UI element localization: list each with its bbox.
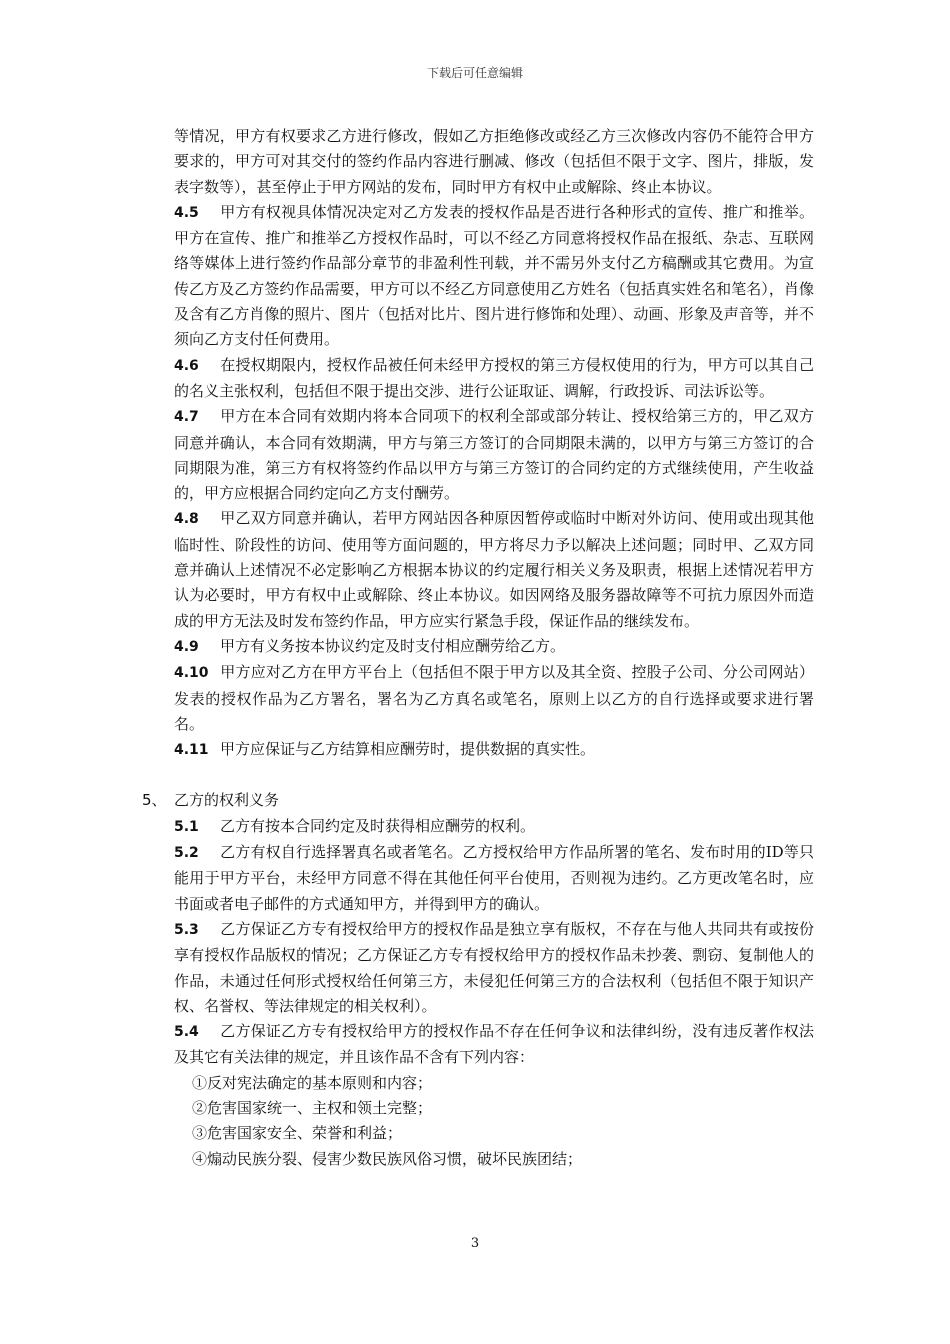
clause-text: 乙方保证乙方专有授权给甲方的授权作品不存在任何争议和法律纠纷，没有违反著作权法及其它有关法律的规定，并且该作品不含有下列内容： (174, 1022, 814, 1067)
clause-4-6 (174, 353, 814, 405)
clause-number: 5.3 (174, 921, 199, 938)
clause-number: 4.9 (174, 638, 199, 655)
clause-text: 乙方有按本合同约定及时获得相应酬劳的权利。 (220, 816, 536, 835)
clause-5-3 (174, 917, 814, 1019)
document-body (142, 124, 814, 1172)
clause-text: 甲方有义务按本协议约定及时支付相应酬劳给乙方。 (220, 636, 566, 655)
clause-4-8 (174, 506, 814, 633)
clause-5-1 (174, 814, 814, 840)
section-number: 5、 (142, 791, 167, 810)
clause-number: 4.6 (174, 357, 199, 374)
clause-5-4 (174, 1019, 814, 1071)
clause-4-7 (174, 404, 814, 506)
spacer (174, 763, 814, 788)
clause-text: 乙方有权自行选择署真名或者笔名。乙方授权给甲方作品所署的笔名、发布时用的ID等只能用于甲方平台，未经甲方同意不得在其他任何平台使用，否则视为违约。乙方更改笔名时，应书面或者电子邮件的方式通知甲方，并得到甲方的确认。 (174, 843, 814, 913)
clause-number: 4.11 (174, 742, 209, 759)
clause-5-2 (174, 840, 814, 917)
clause-text: 甲方有权视具体情况决定对乙方发表的授权作品是否进行各种形式的宣传、推广和推举。甲方在宣传、推广和推举乙方授权作品时，可以不经乙方同意将授权作品在报纸、杂志、互联网络等媒体上进行签约作品部分章节的非盈利性刊载，并不需另外支付乙方稿酬或其它费用。为宣传乙方及乙方签约作品需要，甲方可以不经乙方同意使用乙方姓名（包括真实姓名和笔名），肖像及含有乙方肖像的照片、图片（包括对比片、图片进行修饰和处理）、动画、形象及声音等，并不须向乙方支付任何费用。 (174, 202, 814, 349)
page-number: 3 (470, 1236, 480, 1251)
clause-text: 甲方应保证与乙方结算相应酬劳时，提供数据的真实性。 (220, 740, 596, 759)
clause-number: 5.2 (174, 845, 199, 862)
clause-text: 甲方应对乙方在甲方平台上（包括但不限于甲方以及其全资、控股子公司、分公司网站）发表的授权作品为乙方署名，署名为乙方真名或笔名，原则上以乙方的自行选择或要求进行署名。 (174, 663, 814, 733)
list-item: ③危害国家安全、荣誉和利益； (192, 1124, 403, 1143)
list-item: ①反对宪法确定的基本原则和内容； (192, 1073, 433, 1092)
section-5-heading (142, 788, 814, 813)
clause-4-10 (174, 660, 814, 737)
clause-text: 甲乙双方同意并确认，若甲方网站因各种原因暂停或临时中断对外访问、使用或出现其他临时性、阶段性的访问、使用等方面问题的，甲方将尽力予以解决上述问题；同时甲、乙双方同意并确认上述情况不必定影响乙方根据本协议的约定履行相关义务及职责，根据上述情况若甲方认为必要时，甲方有权中止或解除、终止本协议。如因网络及服务器故障等不可抗力原因外而造成的甲方无法及时发布签约作品，甲方应实行紧急手段，保证作品的继续发布。 (174, 509, 814, 630)
clause-4-11 (174, 737, 814, 763)
clause-number: 4.8 (174, 511, 199, 528)
clause-number: 4.7 (174, 409, 199, 426)
list-item: ④煽动民族分裂、侵害少数民族风俗习惯，破坏民族团结； (192, 1149, 583, 1168)
clause-4-5 (174, 200, 814, 353)
clause-4-9 (174, 634, 814, 660)
clause-number: 5.4 (174, 1024, 199, 1041)
clause-text: 甲方在本合同有效期内将本合同项下的权利全部或部分转让、授权给第三方的，甲乙双方同意并确认，本合同有效期满，甲方与第三方签订的合同期限未满的，以甲方与第三方签订的合同期限为准，第三方有权将签约作品以甲方与第三方签订的合同约定的方式继续使用，产生收益的，甲方应根据合同约定向乙方支付酬劳。 (174, 407, 814, 503)
page-header: 下载后可任意编辑 (426, 66, 523, 80)
clause-number: 4.5 (174, 204, 199, 221)
list-item: ②危害国家统一、主权和领土完整； (192, 1098, 433, 1117)
clause-text: 乙方保证乙方专有授权给甲方的授权作品是独立享有版权，不存在与他人共同共有或按份享有授权作品版权的情况；乙方保证乙方专有授权给甲方的授权作品未抄袭、剽窃、复制他人的作品，未通过任何形式授权给任何第三方，未侵犯任何第三方的合法权利（包括但不限于知识产权、名誉权、等法律规定的相关权利）。 (174, 919, 814, 1015)
intro-paragraph: 等情况，甲方有权要求乙方进行修改，假如乙方拒绝修改或经乙方三次修改内容仍不能符合甲方要求的，甲方可对其交付的签约作品内容进行删减、修改（包括但不限于文字、图片，排版，发表字数等），甚至停止于甲方网站的发布，同时甲方有权中止或解除、终止本协议。 (174, 127, 814, 196)
section-title: 乙方的权利义务 (174, 791, 280, 810)
clause-text: 在授权期限内，授权作品被任何未经甲方授权的第三方侵权使用的行为，甲方可以其自己的名义主张权利，包括但不限于提出交涉、进行公证取证、调解，行政投诉、司法诉讼等。 (174, 355, 814, 400)
clause-number: 4.10 (174, 665, 209, 682)
clause-number: 5.1 (174, 818, 199, 835)
